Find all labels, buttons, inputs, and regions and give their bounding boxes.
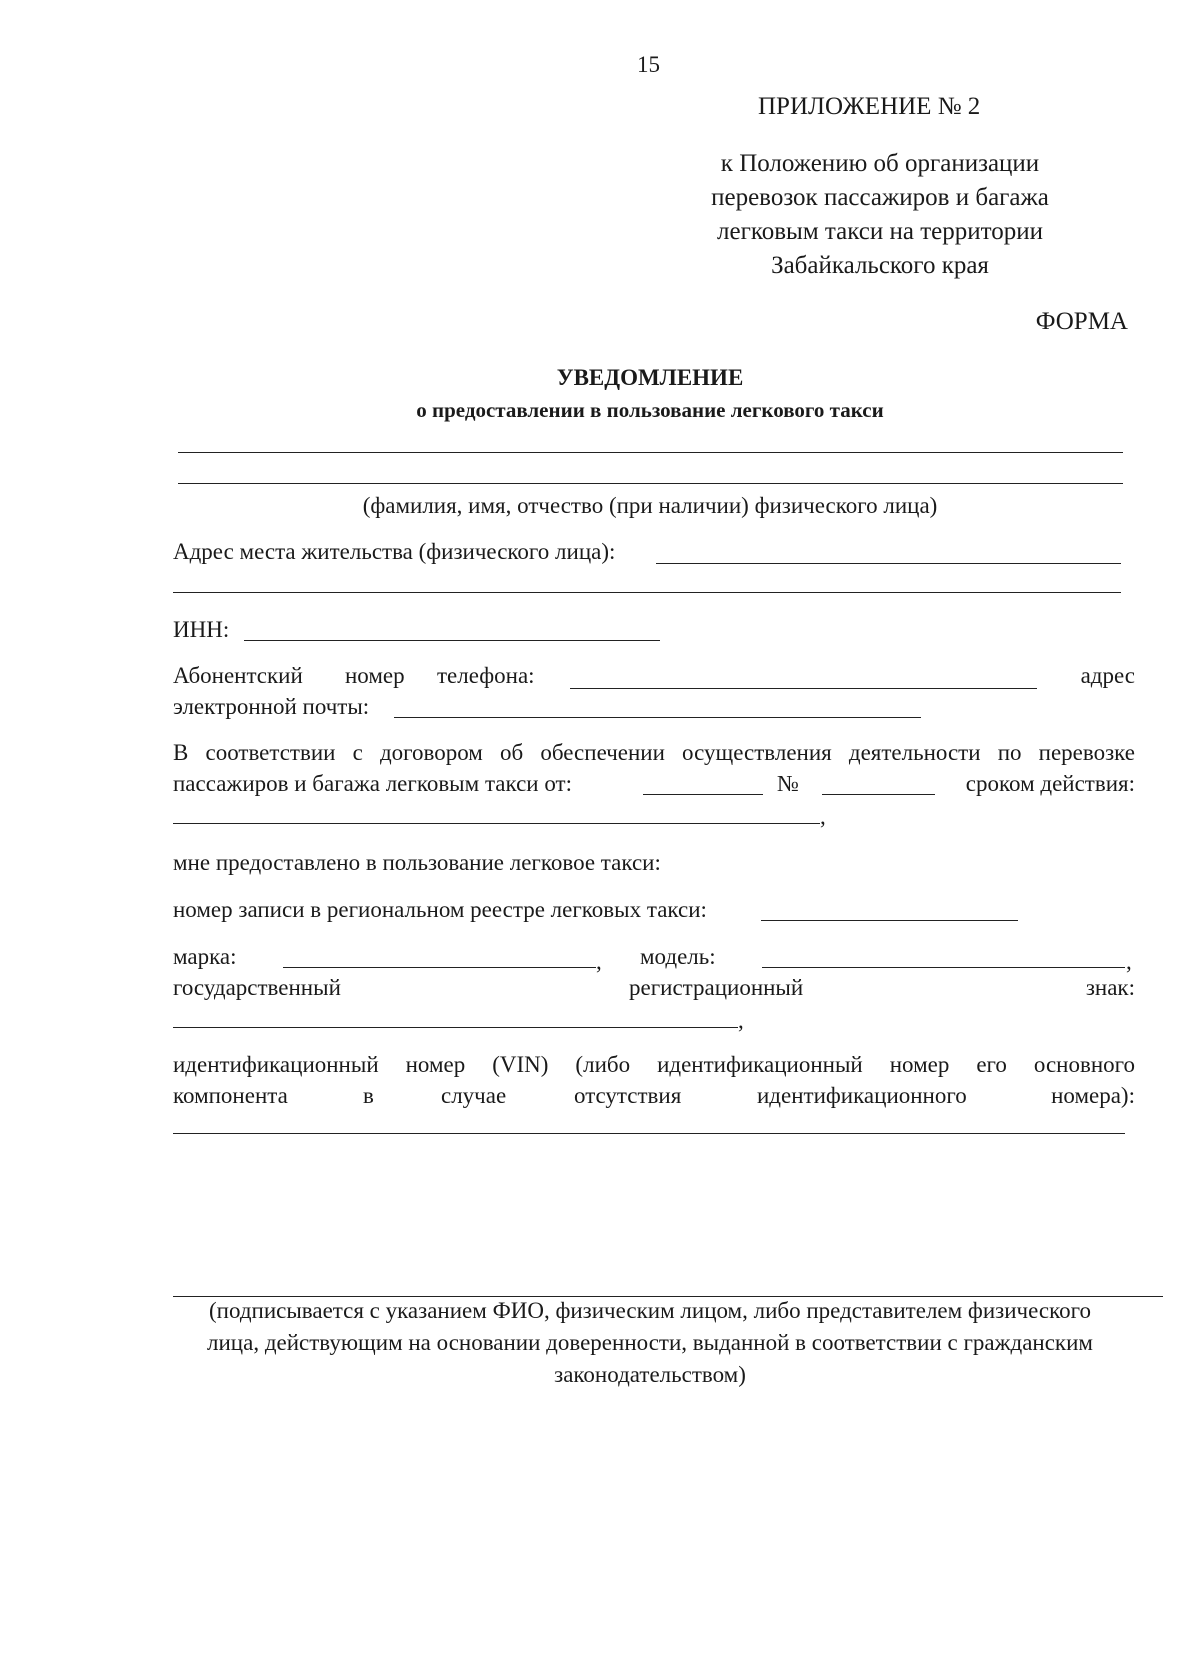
phone-label-word: номер: [345, 663, 405, 688]
vin-text-word: отсутствия: [574, 1083, 682, 1108]
contract-from-label: пассажиров и багажа легковым такси от:: [173, 771, 572, 796]
plate-label-word: государственный: [173, 975, 341, 1000]
vin-text-word: в: [363, 1083, 374, 1108]
signature-caption-line: законодательством): [554, 1362, 746, 1387]
comma: ,: [1126, 949, 1132, 974]
contract-number-field[interactable]: [822, 794, 935, 795]
signature-line[interactable]: [173, 1296, 1163, 1297]
fio-blank-line[interactable]: [178, 452, 1123, 453]
email-label: электронной почты:: [173, 694, 370, 719]
model-field[interactable]: [762, 967, 1125, 968]
brand-label: марка:: [173, 944, 237, 969]
provided-text: мне предоставлено в пользование легковое такси:: [173, 850, 661, 875]
phone-label-word: телефона:: [437, 663, 535, 688]
notice-title: УВЕДОМЛЕНИЕ: [556, 365, 744, 390]
phone-field[interactable]: [570, 688, 1037, 689]
model-label: модель:: [640, 944, 716, 969]
notice-subtitle: о предоставлении в пользование легкового такси: [416, 398, 884, 422]
fio-blank-line[interactable]: [178, 483, 1123, 484]
plate-field[interactable]: [173, 1027, 738, 1028]
reference-line: к Положению об организации: [720, 150, 1040, 177]
email-field[interactable]: [394, 717, 921, 718]
contract-term-field[interactable]: [173, 823, 820, 824]
vin-text-word: идентификационного: [757, 1083, 967, 1108]
form-label: ФОРМА: [1035, 308, 1128, 335]
fio-caption: (фамилия, имя, отчество (при наличии) физического лица): [362, 493, 938, 518]
appendix-title: ПРИЛОЖЕНИЕ № 2: [758, 93, 981, 120]
inn-field[interactable]: [244, 640, 660, 641]
contract-date-field[interactable]: [643, 794, 763, 795]
comma: ,: [820, 804, 826, 829]
reference-line: легковым такси на территории: [717, 218, 1043, 245]
reference-line: Забайкальского края: [771, 252, 989, 279]
vin-text-word: случае: [441, 1083, 507, 1108]
registry-label: номер записи в региональном реестре легковых такси:: [173, 897, 707, 922]
reference-line: перевозок пассажиров и багажа: [711, 184, 1049, 211]
phone-label-word: Абонентский: [173, 663, 303, 688]
signature-caption-line: (подписывается с указанием ФИО, физическим лицом, либо представителем физического: [209, 1298, 1091, 1323]
plate-label-word: регистрационный: [629, 975, 804, 1000]
contract-number-label: №: [777, 771, 799, 796]
page-number: 15: [637, 52, 660, 77]
plate-label-word: знак:: [1085, 975, 1135, 1000]
registry-field[interactable]: [761, 920, 1018, 921]
address-label: Адрес места жительства (физического лица):: [173, 539, 616, 564]
email-label-word: адрес: [1080, 663, 1135, 688]
comma: ,: [596, 949, 602, 974]
address-field-continued[interactable]: [173, 592, 1121, 593]
signature-caption-line: лица, действующим на основании доверенности, выданной в соответствии с гражданским: [207, 1330, 1093, 1355]
contract-text: В соответствии с договором об обеспечении осуществления деятельности по перевозке: [173, 740, 1135, 765]
address-field[interactable]: [656, 563, 1121, 564]
vin-text: идентификационный номер (VIN) (либо идентификационный номер его основного: [173, 1052, 1135, 1077]
contract-term-label: сроком действия:: [965, 771, 1135, 796]
comma: ,: [738, 1008, 744, 1033]
vin-text-word: компонента: [173, 1083, 288, 1108]
brand-field[interactable]: [283, 967, 596, 968]
inn-label: ИНН:: [173, 617, 230, 642]
vin-text-word: номера):: [1051, 1083, 1135, 1108]
vin-field[interactable]: [173, 1133, 1125, 1134]
